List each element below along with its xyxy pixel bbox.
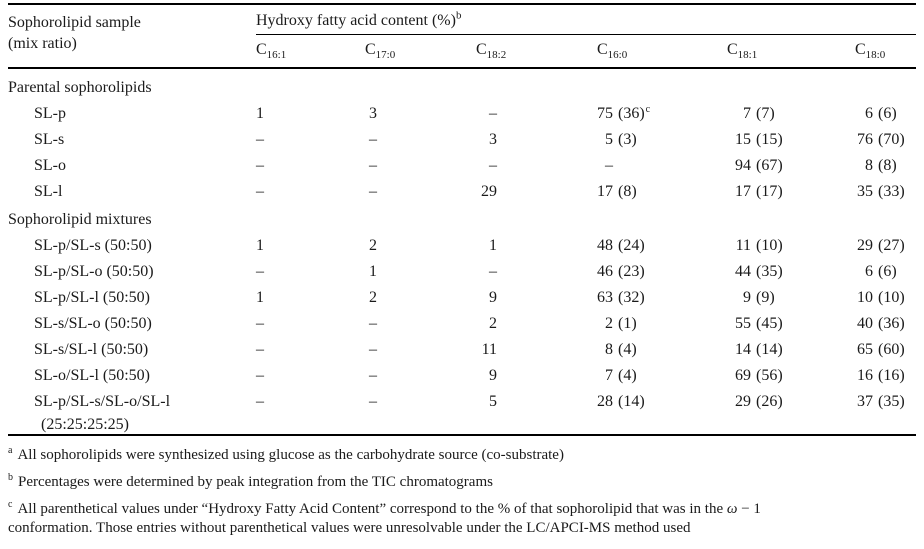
table-row	[8, 363, 916, 389]
column-header-sample-line2: (mix ratio)	[8, 35, 77, 52]
cell-value: 46	[597, 263, 613, 280]
value-cell	[855, 389, 916, 435]
column-header-sample	[8, 4, 256, 68]
cell-value: 6	[865, 105, 873, 122]
column-header-c16-1	[256, 35, 365, 69]
cell-value: –	[256, 131, 264, 148]
carbon-symbol: C	[727, 41, 738, 58]
cell-value: 1	[256, 105, 264, 122]
value-cell	[256, 127, 365, 153]
value-cell	[727, 179, 855, 205]
cell-value: 75	[597, 105, 613, 122]
carbon-subscript: 18:0	[865, 49, 886, 62]
cell-value: –	[369, 131, 377, 148]
column-header-c18-2	[476, 35, 597, 69]
footnote-b-text: Percentages were determined by peak integration from the TIC chromatograms	[18, 474, 493, 490]
value-cell	[365, 285, 476, 311]
carbon-subscript: 16:1	[266, 49, 287, 62]
cell-value: 29	[735, 393, 751, 410]
footnote-c-marker: c	[8, 499, 13, 510]
cell-value: –	[256, 341, 264, 358]
cell-value: –	[489, 263, 497, 280]
cell-parenthetical-value: (7)	[756, 105, 775, 122]
cell-value: 1	[489, 237, 497, 254]
value-cell	[476, 127, 597, 153]
value-cell	[727, 389, 855, 435]
footnote-c	[8, 500, 916, 538]
cell-value: –	[369, 315, 377, 332]
sample-name-line1: SL-o/SL-l (50:50)	[34, 367, 150, 384]
column-header-c18-0	[855, 35, 916, 69]
cell-value: 1	[369, 263, 377, 280]
cell-parenthetical-value: (36)	[878, 315, 905, 332]
table-header	[8, 4, 916, 68]
cell-parenthetical-value: (14)	[756, 341, 783, 358]
cell-value: 69	[735, 367, 751, 384]
cell-value: –	[256, 157, 264, 174]
cell-value: 9	[489, 367, 497, 384]
value-cell	[256, 153, 365, 179]
section-label: Sophorolipid mixtures	[8, 211, 152, 228]
table-row	[8, 127, 916, 153]
value-cell	[476, 101, 597, 127]
value-cell	[855, 337, 916, 363]
sample-name-line1: SL-p/SL-l (50:50)	[34, 289, 150, 306]
cell-value: 2	[369, 237, 377, 254]
footnote-c-text-before: All parenthetical values under “Hydroxy Fatty Acid Content” correspond to the % of that sophorolipid that was in the	[17, 501, 727, 517]
value-cell	[727, 153, 855, 179]
value-cell	[476, 259, 597, 285]
cell-value: 29	[857, 237, 873, 254]
value-cell	[365, 337, 476, 363]
value-cell	[256, 101, 365, 127]
cell-value: 65	[857, 341, 873, 358]
value-cell	[727, 259, 855, 285]
sample-name-line1: SL-p	[34, 105, 66, 122]
value-cell	[597, 337, 727, 363]
value-cell	[365, 389, 476, 435]
cell-value: 15	[735, 131, 751, 148]
table-row	[8, 259, 916, 285]
sample-name-line1: SL-p/SL-s/SL-o/SL-l	[34, 393, 171, 410]
cell-value: –	[369, 183, 377, 200]
footnote-c-line2: conformation. Those entries without parenthetical values were unresolvable under the LC/APCI-MS method used	[8, 520, 691, 536]
cell-value: 2	[605, 315, 613, 332]
carbon-subscript: 17:0	[375, 49, 396, 62]
value-cell	[597, 153, 727, 179]
value-cell	[727, 233, 855, 259]
column-header-sample-line1: Sophorolipid sample	[8, 14, 141, 31]
cell-parenthetical-value: (3)	[618, 131, 637, 148]
cell-parenthetical-value: (23)	[618, 263, 645, 280]
cell-parenthetical-value: (15)	[756, 131, 783, 148]
sample-name-line1: SL-s/SL-l (50:50)	[34, 341, 149, 358]
sample-name-line1: SL-p/SL-o (50:50)	[34, 263, 154, 280]
sample-name-line1: SL-p/SL-s (50:50)	[34, 237, 152, 254]
cell-parenthetical-value: (17)	[756, 183, 783, 200]
cell-value: –	[369, 157, 377, 174]
cell-value: 10	[857, 289, 873, 306]
cell-parenthetical-value: (56)	[756, 367, 783, 384]
cell-value: 8	[605, 341, 613, 358]
value-cell	[597, 101, 727, 127]
value-cell	[597, 233, 727, 259]
table-body	[8, 68, 916, 435]
sample-name	[8, 389, 256, 435]
cell-value: 11	[481, 341, 497, 358]
footnote-marker-c-ref: c	[645, 103, 651, 115]
value-cell	[855, 127, 916, 153]
value-cell	[597, 363, 727, 389]
sophorolipid-fatty-acid-table	[8, 3, 916, 436]
footnote-c-text-after: − 1	[737, 501, 761, 517]
cell-value: 76	[857, 131, 873, 148]
value-cell	[727, 101, 855, 127]
footnotes	[8, 446, 916, 538]
cell-value: 2	[369, 289, 377, 306]
cell-value: –	[369, 367, 377, 384]
value-cell	[855, 101, 916, 127]
value-cell	[855, 179, 916, 205]
carbon-symbol: C	[256, 41, 267, 58]
cell-parenthetical-value: (27)	[878, 237, 905, 254]
table-row	[8, 285, 916, 311]
value-cell	[476, 153, 597, 179]
carbon-symbol: C	[476, 41, 487, 58]
cell-value: –	[489, 157, 497, 174]
cell-value: 48	[597, 237, 613, 254]
cell-value: 5	[489, 393, 497, 410]
cell-value: 3	[489, 131, 497, 148]
value-cell	[256, 285, 365, 311]
cell-parenthetical-value: (1)	[618, 315, 637, 332]
carbon-symbol: C	[365, 41, 376, 58]
sample-name	[8, 233, 256, 259]
value-cell	[727, 127, 855, 153]
cell-value: 8	[865, 157, 873, 174]
footnote-c-line1	[8, 500, 916, 519]
table-row	[8, 233, 916, 259]
value-cell	[597, 311, 727, 337]
column-header-c18-1	[727, 35, 855, 69]
cell-parenthetical-value: (35)	[878, 393, 905, 410]
cell-parenthetical-value: (33)	[878, 183, 905, 200]
value-cell	[476, 337, 597, 363]
table-row	[8, 101, 916, 127]
carbon-symbol: C	[597, 41, 608, 58]
value-cell	[476, 311, 597, 337]
cell-value: 17	[597, 183, 613, 200]
cell-value: 37	[857, 393, 873, 410]
table-row	[8, 337, 916, 363]
cell-value: –	[369, 341, 377, 358]
carbon-subscript: 18:1	[737, 49, 758, 62]
cell-parenthetical-value: (36)	[618, 105, 645, 122]
value-cell	[597, 179, 727, 205]
carbon-symbol: C	[855, 41, 866, 58]
column-header-c17-0	[365, 35, 476, 69]
value-cell	[597, 285, 727, 311]
table-row	[8, 153, 916, 179]
cell-value: 1	[256, 237, 264, 254]
value-cell	[855, 363, 916, 389]
sample-name	[8, 311, 256, 337]
sample-name	[8, 153, 256, 179]
cell-parenthetical-value: (35)	[756, 263, 783, 280]
value-cell	[855, 153, 916, 179]
value-cell	[365, 179, 476, 205]
cell-parenthetical-value: (67)	[756, 157, 783, 174]
cell-value: 29	[481, 183, 497, 200]
value-cell	[855, 285, 916, 311]
section-label: Parental sophorolipids	[8, 79, 152, 96]
cell-value: 11	[735, 237, 751, 254]
column-group-header	[256, 4, 916, 35]
value-cell	[365, 363, 476, 389]
cell-parenthetical-value: (6)	[878, 263, 897, 280]
value-cell	[727, 337, 855, 363]
section-row	[8, 205, 916, 233]
cell-value: 3	[369, 105, 377, 122]
cell-parenthetical-value: (10)	[756, 237, 783, 254]
cell-value: 7	[605, 367, 613, 384]
value-cell	[476, 179, 597, 205]
value-cell	[256, 389, 365, 435]
value-cell	[256, 233, 365, 259]
sample-name	[8, 101, 256, 127]
cell-parenthetical-value: (4)	[618, 341, 637, 358]
value-cell	[855, 259, 916, 285]
cell-parenthetical-value: (14)	[618, 393, 645, 410]
column-group-header-text: Hydroxy fatty acid content (%)	[256, 12, 456, 29]
sample-name	[8, 179, 256, 205]
value-cell	[597, 259, 727, 285]
sample-name	[8, 337, 256, 363]
value-cell	[365, 127, 476, 153]
cell-value: 63	[597, 289, 613, 306]
cell-value: 94	[735, 157, 751, 174]
cell-value: 14	[735, 341, 751, 358]
cell-value: 28	[597, 393, 613, 410]
cell-parenthetical-value: (8)	[618, 183, 637, 200]
cell-value: 35	[857, 183, 873, 200]
footnote-b-marker: b	[8, 472, 13, 483]
sample-mix-ratio: (25:25:25:25)	[41, 416, 129, 433]
cell-value: 9	[489, 289, 497, 306]
carbon-subscript: 18:2	[486, 49, 507, 62]
cell-value: 2	[489, 315, 497, 332]
cell-value: 44	[735, 263, 751, 280]
footnote-a	[8, 446, 916, 465]
sample-name	[8, 259, 256, 285]
cell-parenthetical-value: (45)	[756, 315, 783, 332]
value-cell	[855, 233, 916, 259]
cell-value: –	[489, 105, 497, 122]
cell-parenthetical-value: (60)	[878, 341, 905, 358]
table-row	[8, 311, 916, 337]
cell-parenthetical-value: (26)	[756, 393, 783, 410]
value-cell	[476, 285, 597, 311]
cell-value: 17	[735, 183, 751, 200]
cell-parenthetical-value: (16)	[878, 367, 905, 384]
table-row	[8, 179, 916, 205]
cell-value: 1	[256, 289, 264, 306]
cell-value: 40	[857, 315, 873, 332]
cell-value: 5	[605, 131, 613, 148]
value-cell	[855, 311, 916, 337]
cell-parenthetical-value: (32)	[618, 289, 645, 306]
value-cell	[365, 311, 476, 337]
cell-value: –	[605, 157, 613, 174]
value-cell	[597, 389, 727, 435]
footnote-marker-b: b	[455, 9, 462, 22]
cell-parenthetical-value: (8)	[878, 157, 897, 174]
value-cell	[476, 389, 597, 435]
footnote-a-text: All sophorolipids were synthesized using glucose as the carbohydrate source (co-substrate)	[17, 447, 564, 463]
value-cell	[476, 363, 597, 389]
cell-value: –	[256, 183, 264, 200]
value-cell	[256, 363, 365, 389]
value-cell	[365, 259, 476, 285]
sample-name-line1: SL-s/SL-o (50:50)	[34, 315, 152, 332]
table-row	[8, 389, 916, 435]
section-row	[8, 68, 916, 101]
footnote-b	[8, 473, 916, 492]
column-header-c16-0	[597, 35, 727, 69]
value-cell	[727, 363, 855, 389]
cell-value: –	[256, 315, 264, 332]
carbon-subscript: 16:0	[607, 49, 628, 62]
cell-parenthetical-value: (4)	[618, 367, 637, 384]
cell-parenthetical-value: (70)	[878, 131, 905, 148]
cell-value: –	[256, 393, 264, 410]
value-cell	[256, 259, 365, 285]
cell-parenthetical-value: (6)	[878, 105, 897, 122]
value-cell	[597, 127, 727, 153]
cell-value: 9	[743, 289, 751, 306]
cell-value: 55	[735, 315, 751, 332]
cell-value: 16	[857, 367, 873, 384]
value-cell	[365, 153, 476, 179]
cell-parenthetical-value: (24)	[618, 237, 645, 254]
sample-name-line1: SL-s	[34, 131, 65, 148]
footnote-a-marker: a	[8, 445, 13, 456]
sample-name-line1: SL-l	[34, 183, 63, 200]
value-cell	[365, 101, 476, 127]
value-cell	[256, 179, 365, 205]
sample-name	[8, 363, 256, 389]
value-cell	[476, 233, 597, 259]
value-cell	[727, 285, 855, 311]
value-cell	[256, 337, 365, 363]
sample-name	[8, 285, 256, 311]
sample-name-line1: SL-o	[34, 157, 66, 174]
cell-value: –	[256, 367, 264, 384]
value-cell	[727, 311, 855, 337]
cell-value: –	[369, 393, 377, 410]
value-cell	[365, 233, 476, 259]
value-cell	[256, 311, 365, 337]
sample-name	[8, 127, 256, 153]
cell-parenthetical-value: (9)	[756, 289, 775, 306]
cell-parenthetical-value: (10)	[878, 289, 905, 306]
cell-value: –	[256, 263, 264, 280]
cell-value: 6	[865, 263, 873, 280]
omega-symbol: ω	[726, 501, 738, 517]
cell-value: 7	[743, 105, 751, 122]
